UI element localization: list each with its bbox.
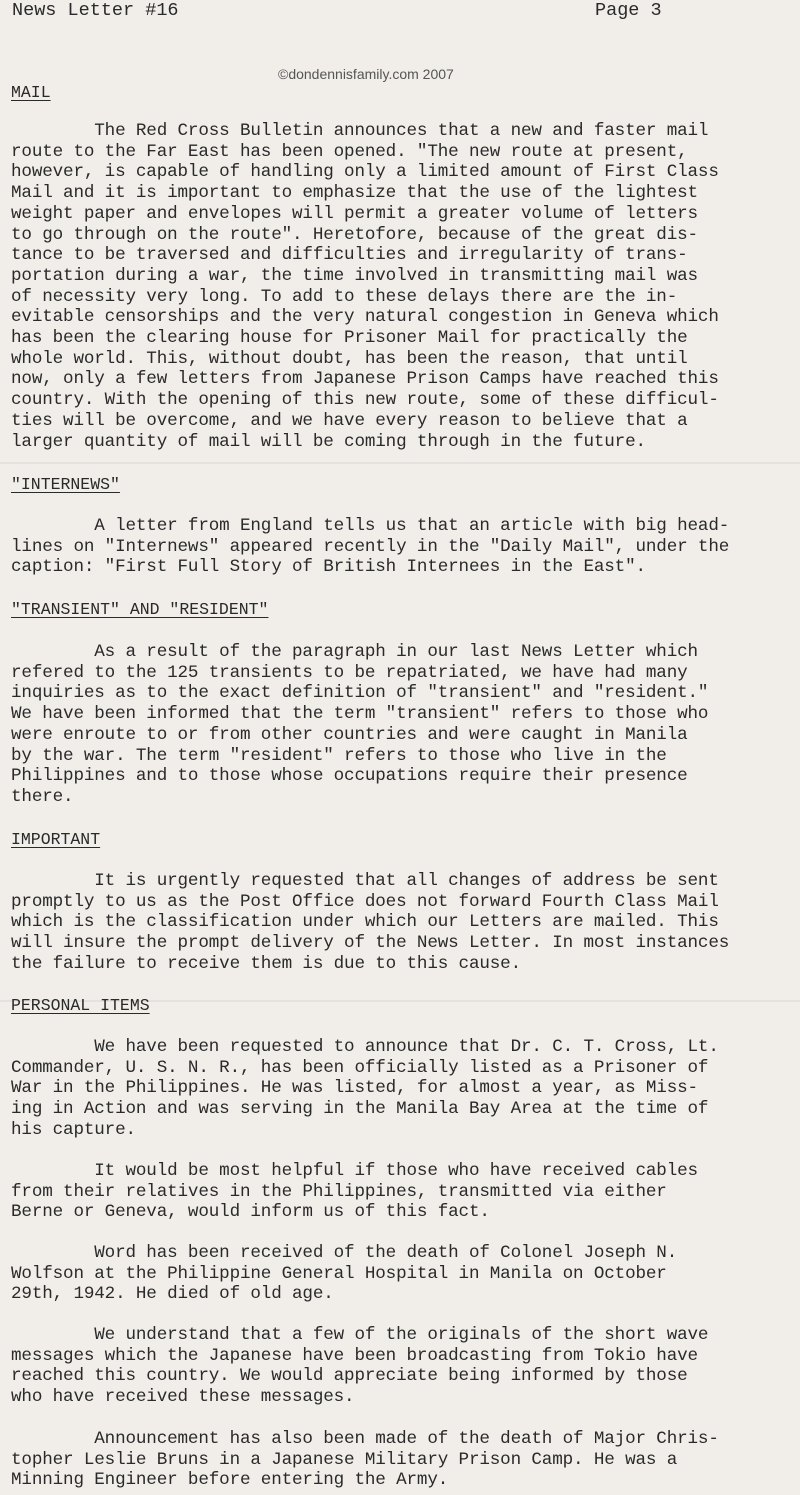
personal-item-paragraph: We understand that a few of the originals of the short wave messages which the Japanese have been broadcasting from Tokio have reached this country. We would appreciate being informed by those who have received these messages. (11, 1325, 709, 1408)
transient-resident-paragraph: As a result of the paragraph in our last News Letter which refered to the 125 transients to be repatriated, we have had many inquiries as to the exact definition of "transient" and "resident." We have been informed that the term "transient" refers to those who were enroute to or from other countries and were caught in Manila by the war. The term "resident" refers to those who live in the Philippines and to those whose occupations require their presence there. (11, 642, 709, 807)
internews-paragraph: A letter from England tells us that an article with big head- lines on "Internews" appeared recently in the "Daily Mail", under the caption: "First Full Story of British Internees in the East". (11, 516, 730, 578)
newsletter-title: News Letter #16 (12, 0, 179, 21)
copyright-watermark: ©dondennisfamily.com 2007 (278, 66, 454, 82)
section-heading-mail: MAIL (11, 83, 51, 102)
paper-fold-line (0, 462, 800, 464)
section-heading-internews: "INTERNEWS" (11, 475, 120, 494)
section-heading-important: IMPORTANT (11, 830, 101, 849)
personal-item-paragraph: We have been requested to announce that Dr. C. T. Cross, Lt. Commander, U. S. N. R., has been officially listed as a Prisoner of War in the Philippines. He was listed, for almost a year, as Miss- ing in Action and was serving in the Manila Bay Area at the time of his capture. (11, 1037, 719, 1140)
personal-item-paragraph: Announcement has also been made of the death of Major Chris- topher Leslie Bruns in a Japanese Military Prison Camp. He was a Minning Engineer before entering the Army. (11, 1429, 719, 1491)
section-heading-transient-resident: "TRANSIENT" AND "RESIDENT" (11, 600, 269, 619)
page-number: Page 3 (595, 0, 662, 21)
personal-item-paragraph: Word has been received of the death of Colonel Joseph N. Wolfson at the Philippine General Hospital in Manila on October 29th, 1942. He died of old age. (11, 1243, 678, 1305)
section-heading-personal-items: PERSONAL ITEMS (11, 996, 150, 1015)
personal-item-paragraph: It would be most helpful if those who have received cables from their relatives in the Philippines, transmitted via either Berne or Geneva, would inform us of this fact. (11, 1161, 698, 1223)
page-header (12, 0, 800, 24)
important-paragraph: It is urgently requested that all changes of address be sent promptly to us as the Post Office does not forward Fourth Class Mail which is the classification under which our Letters are mailed. This will insure the prompt delivery of the News Letter. In most instances the failure to receive them is due to this cause. (11, 871, 730, 974)
mail-paragraph: The Red Cross Bulletin announces that a new and faster mail route to the Far East has been opened. "The new route at present, however, is capable of handling only a limited amount of First Class Mail and it is important to emphasize that the use of the lightest weight paper and envelopes will permit a greater volume of letters to go through on the route". Heretofore, because of the great dis- tance to be traversed and difficulties and irregularity of trans- portation during a war, the time involved in transmitting mail was of necessity very long. To add to these delays there are the in- evitable censorships and the very natural congestion in Geneva which has been the clearing house for Prisoner Mail for practically the whole world. This, without doubt, has been the reason, that until now, only a few letters from Japanese Prison Camps have reached this country. With the opening of this new route, some of these difficul- ties will be overcome, and we have every reason to believe that a larger quantity of mail will be coming through in the future. (11, 121, 719, 452)
